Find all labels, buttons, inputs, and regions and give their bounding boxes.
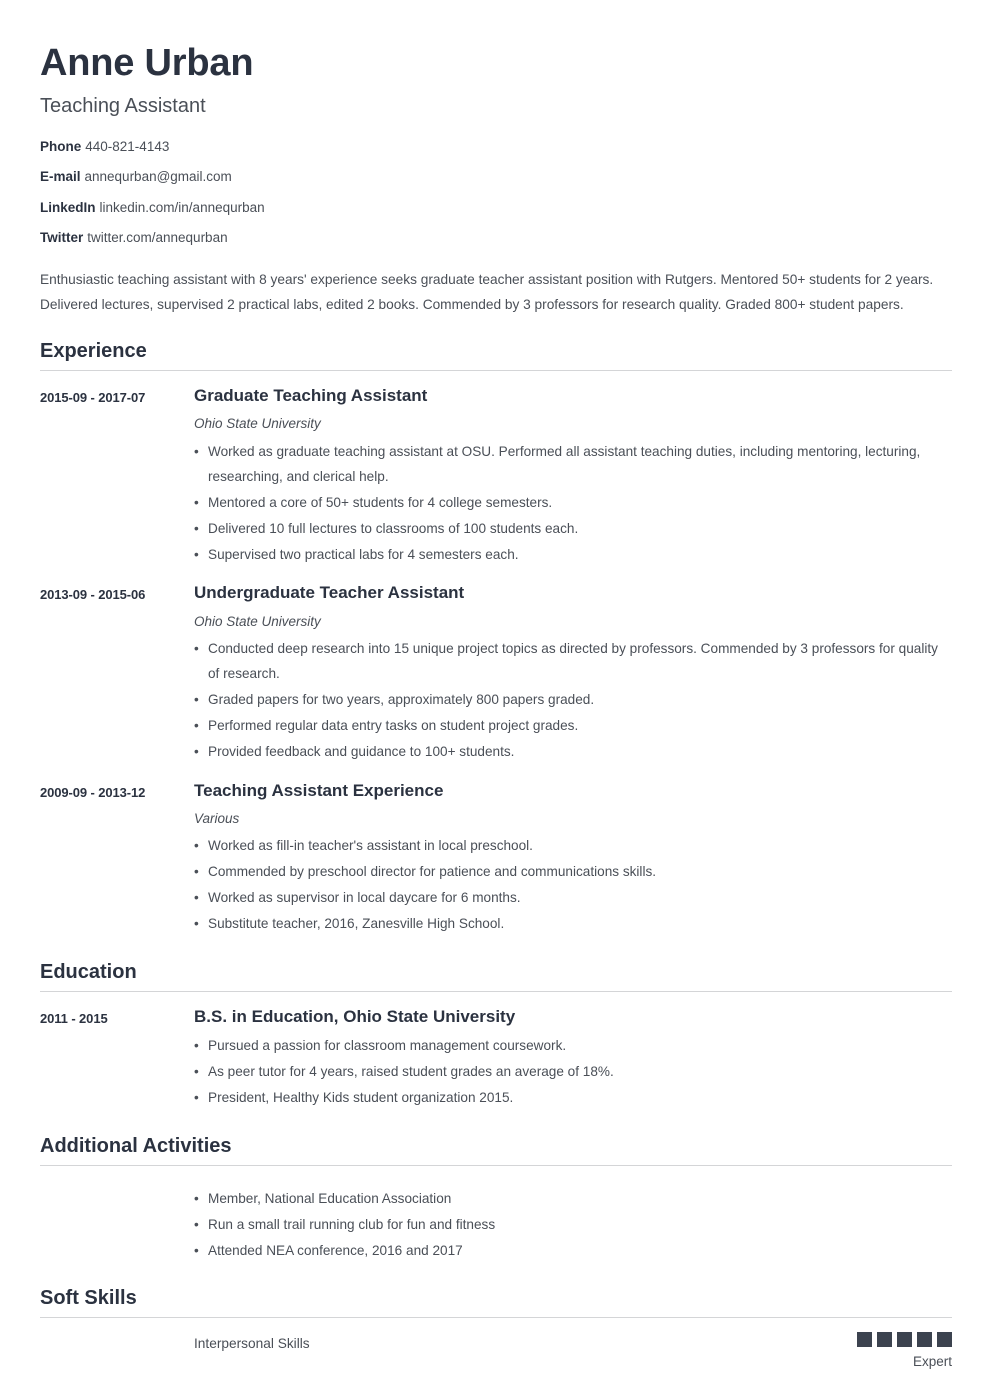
entry-organization: Ohio State University xyxy=(194,416,321,432)
experience-entries xyxy=(40,385,952,938)
soft-skills-list xyxy=(40,1332,952,1370)
entry-title: Teaching Assistant Experience xyxy=(194,780,444,800)
contact-value[interactable]: 440-821-4143 xyxy=(85,138,170,154)
contact-row xyxy=(40,231,952,245)
bullet-item: • Provided feedback and guidance to 100+ students. xyxy=(194,740,952,765)
contact-label: Twitter xyxy=(40,230,84,246)
entry-bullet-list xyxy=(194,440,952,567)
contact-row xyxy=(40,201,952,215)
skill-level-squares xyxy=(857,1332,952,1347)
bullet-item: • Worked as graduate teaching assistant at OSU. Performed all assistant teaching duties, including mentoring, lecturing, researching, and clerical help. xyxy=(194,440,952,490)
skill-square-icon xyxy=(917,1332,932,1347)
contact-value[interactable]: annequrban@gmail.com xyxy=(84,169,232,185)
entry-organization: Ohio State University xyxy=(194,613,321,629)
resume-header xyxy=(40,42,952,317)
bullet-item: • Supervised two practical labs for 4 semesters each. xyxy=(194,543,952,568)
entry-organization: Various xyxy=(194,810,240,826)
entry-date: 2015-09 - 2017-07 xyxy=(40,390,146,406)
resume-entry xyxy=(40,1180,952,1265)
contact-row xyxy=(40,170,952,184)
section-divider xyxy=(40,991,952,992)
contact-value[interactable]: twitter.com/annequrban xyxy=(87,230,228,246)
candidate-job-title: Teaching Assistant xyxy=(40,94,206,117)
skill-square-icon xyxy=(937,1332,952,1347)
section-divider xyxy=(40,370,952,371)
entry-title: Graduate Teaching Assistant xyxy=(194,386,428,406)
education-entries xyxy=(40,1006,952,1112)
bullet-item: • Member, National Education Association xyxy=(194,1187,952,1212)
skill-square-icon xyxy=(877,1332,892,1347)
skill-level-label: Expert xyxy=(912,1354,952,1370)
section-divider xyxy=(40,1165,952,1166)
entry-body xyxy=(194,385,952,568)
section-additional-activities xyxy=(40,1134,952,1265)
skill-name: Interpersonal Skills xyxy=(194,1336,310,1352)
resume-entry xyxy=(40,582,952,765)
entry-title: B.S. in Education, Ohio State University xyxy=(194,1006,516,1026)
contact-label: Phone xyxy=(40,138,82,154)
bullet-item: • Substitute teacher, 2016, Zanesville High School. xyxy=(194,912,952,937)
bullet-item: • Performed regular data entry tasks on student project grades. xyxy=(194,714,952,739)
entry-bullet-list xyxy=(194,1187,952,1264)
entry-date: 2013-09 - 2015-06 xyxy=(40,587,146,603)
section-heading-education: Education xyxy=(40,960,137,983)
contact-label: E-mail xyxy=(40,169,81,185)
entry-date: 2009-09 - 2013-12 xyxy=(40,784,146,800)
candidate-name: Anne Urban xyxy=(40,42,254,84)
section-heading-soft-skills: Soft Skills xyxy=(40,1287,137,1310)
bullet-item: • Worked as fill-in teacher's assistant in local preschool. xyxy=(194,834,952,859)
bullet-item: • Conducted deep research into 15 unique project topics as directed by professors. Commended by 3 professors for quality of research. xyxy=(194,637,952,687)
skill-rating xyxy=(857,1332,952,1370)
section-soft-skills xyxy=(40,1286,952,1370)
entry-body xyxy=(194,1180,952,1265)
entry-body xyxy=(194,780,952,938)
professional-summary: Enthusiastic teaching assistant with 8 years' experience seeks graduate teacher assistant position with Rutgers. Mentored 50+ students for 2 years. Delivered lectures, supervised 2 practical labs, edited 2 books. Commended by 3 professors for research quality. Graded 800+ student papers. xyxy=(40,271,934,312)
contact-row xyxy=(40,140,952,154)
bullet-item: • Commended by preschool director for patience and communications skills. xyxy=(194,860,952,885)
bullet-item: • Pursued a passion for classroom management coursework. xyxy=(194,1034,952,1059)
resume-entry xyxy=(40,385,952,568)
bullet-item: • Attended NEA conference, 2016 and 2017 xyxy=(194,1239,952,1264)
entry-body xyxy=(194,1006,952,1112)
entry-bullet-list xyxy=(194,1034,952,1111)
bullet-item: • As peer tutor for 4 years, raised student grades an average of 18%. xyxy=(194,1060,952,1085)
resume-entry xyxy=(40,780,952,938)
section-heading-experience: Experience xyxy=(40,340,147,363)
bullet-item: • Mentored a core of 50+ students for 4 college semesters. xyxy=(194,491,952,516)
skill-square-icon xyxy=(897,1332,912,1347)
bullet-item: • Worked as supervisor in local daycare for 6 months. xyxy=(194,886,952,911)
entry-bullet-list xyxy=(194,637,952,764)
entry-date: 2011 - 2015 xyxy=(40,1010,108,1026)
bullet-item: • Graded papers for two years, approximately 800 papers graded. xyxy=(194,688,952,713)
contact-label: LinkedIn xyxy=(40,199,96,215)
contact-list xyxy=(40,140,952,245)
additional-activities-entries xyxy=(40,1180,952,1265)
contact-value[interactable]: linkedin.com/in/annequrban xyxy=(99,199,265,215)
skill-row xyxy=(40,1332,952,1370)
section-education xyxy=(40,960,952,1112)
section-divider xyxy=(40,1317,952,1318)
bullet-item: • President, Healthy Kids student organization 2015. xyxy=(194,1086,952,1111)
bullet-item: • Delivered 10 full lectures to classrooms of 100 students each. xyxy=(194,517,952,542)
section-heading-additional-activities: Additional Activities xyxy=(40,1134,232,1157)
entry-bullet-list xyxy=(194,834,952,937)
section-experience xyxy=(40,339,952,938)
entry-title: Undergraduate Teacher Assistant xyxy=(194,583,465,603)
bullet-item: • Run a small trail running club for fun and fitness xyxy=(194,1213,952,1238)
resume-entry xyxy=(40,1006,952,1112)
skill-square-icon xyxy=(857,1332,872,1347)
entry-body xyxy=(194,582,952,765)
